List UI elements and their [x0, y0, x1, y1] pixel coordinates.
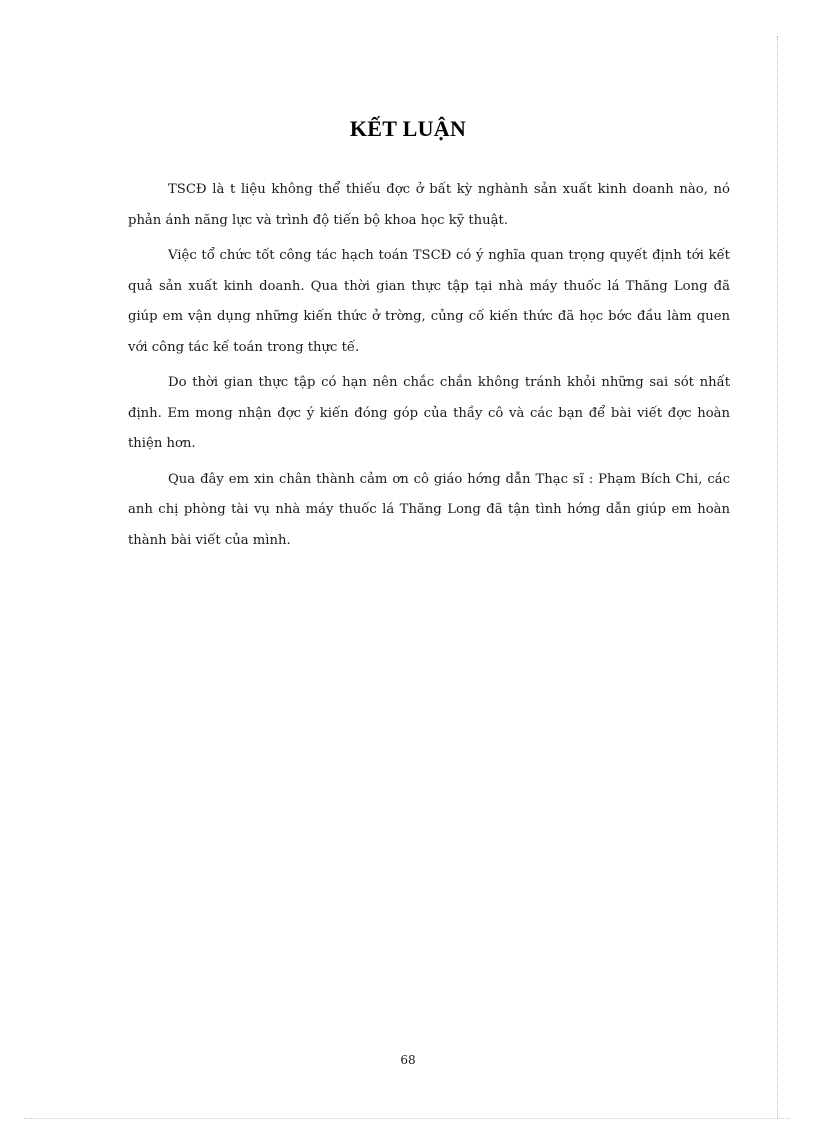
document-body [128, 175, 730, 561]
page-title: KẾT LUẬN [349, 116, 467, 141]
paragraph-3: Do thời gian thực tập có hạn nên chắc chắn không tránh khỏi những sai sót nhất định. Em mong nhận đợc ý kiến đóng góp của thầy cô và các bạn để bài viết đợc hoàn thiện hơn. [128, 375, 730, 451]
page-number: 68 [400, 1053, 416, 1067]
page-border-bottom [24, 1118, 790, 1119]
paragraph-2: Việc tổ chức tốt công tác hạch toán TSCĐ có ý nghĩa quan trọng quyết định tới kết quả sản xuất kinh doanh. Qua thời gian thực tập tại nhà máy thuốc lá Thăng Long đã giúp em vận dụng những kiến thức ở trờng, củng cố kiến thức đã học bớc đầu làm quen với công tác kế toán trong thực tế. [128, 248, 730, 355]
paragraph-4: Qua đây em xin chân thành cảm ơn cô giáo hớng dẫn Thạc sĩ : Phạm Bích Chi, các anh chị phòng tài vụ nhà máy thuốc lá Thăng Long đã tận tình hớng dẫn giúp em hoàn thành bài viết của mình. [128, 471, 730, 548]
paragraph-1: TSCĐ là t liệu không thể thiếu đợc ở bất kỳ nghành sản xuất kinh doanh nào, nó phản ánh năng lực và trình độ tiến bộ khoa học kỹ thuật. [128, 182, 730, 228]
page-border-right [777, 36, 778, 1118]
